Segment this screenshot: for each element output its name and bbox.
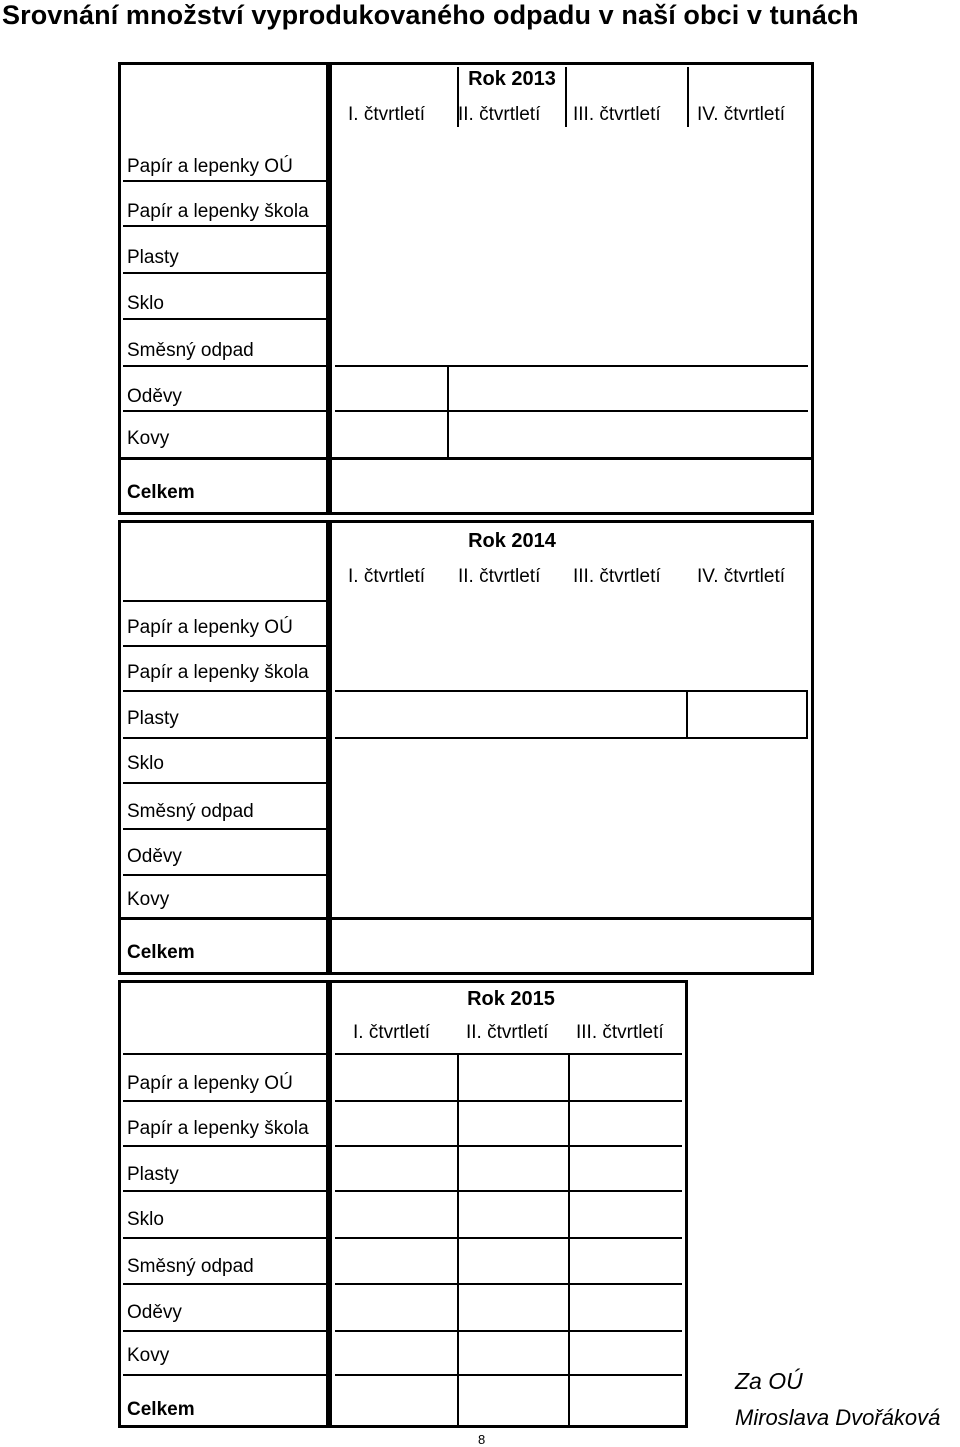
quarter-header: IV. čtvrtletí <box>697 566 785 587</box>
row-label: Plasty <box>127 247 179 268</box>
year-label: Rok 2014 <box>468 530 556 552</box>
total-label: Celkem <box>127 1399 195 1420</box>
quarter-header: III. čtvrtletí <box>573 104 661 125</box>
year-label: Rok 2015 <box>467 988 555 1010</box>
row-label: Kovy <box>127 889 170 910</box>
quarter-header: II. čtvrtletí <box>458 566 541 587</box>
row-label: Papír a lepenky OÚ <box>127 1073 293 1094</box>
row-label: Oděvy <box>127 846 182 867</box>
row-label: Oděvy <box>127 386 182 407</box>
row-label: Směsný odpad <box>127 340 254 361</box>
quarter-header: II. čtvrtletí <box>458 104 541 125</box>
row-label: Kovy <box>127 1345 170 1366</box>
row-label: Sklo <box>127 293 164 314</box>
row-label: Plasty <box>127 708 179 729</box>
row-label: Papír a lepenky OÚ <box>127 156 293 177</box>
row-label: Směsný odpad <box>127 801 254 822</box>
quarter-header: III. čtvrtletí <box>576 1022 664 1043</box>
signature-line-2: Miroslava Dvořáková <box>735 1405 941 1430</box>
page-number: 8 <box>478 1432 486 1447</box>
total-label: Celkem <box>127 942 195 963</box>
row-label: Sklo <box>127 1209 164 1230</box>
quarter-header: I. čtvrtletí <box>348 566 426 587</box>
row-label: Papír a lepenky škola <box>127 201 309 222</box>
row-label: Sklo <box>127 753 164 774</box>
row-label: Papír a lepenky škola <box>127 662 309 683</box>
quarter-header: III. čtvrtletí <box>573 566 661 587</box>
year-label: Rok 2013 <box>468 68 556 90</box>
quarter-header: I. čtvrtletí <box>353 1022 431 1043</box>
quarter-header: IV. čtvrtletí <box>697 104 785 125</box>
row-label: Papír a lepenky škola <box>127 1118 309 1139</box>
quarter-header: II. čtvrtletí <box>466 1022 549 1043</box>
row-label: Kovy <box>127 428 170 449</box>
quarter-header: I. čtvrtletí <box>348 104 426 125</box>
page-title: Srovnání množství vyprodukovaného odpadu v naší obci v tunách <box>2 0 859 30</box>
signature-line-1: Za OÚ <box>735 1368 803 1394</box>
row-label: Oděvy <box>127 1302 182 1323</box>
row-label: Papír a lepenky OÚ <box>127 617 293 638</box>
row-label: Plasty <box>127 1164 179 1185</box>
total-label: Celkem <box>127 482 195 503</box>
row-label: Směsný odpad <box>127 1256 254 1277</box>
